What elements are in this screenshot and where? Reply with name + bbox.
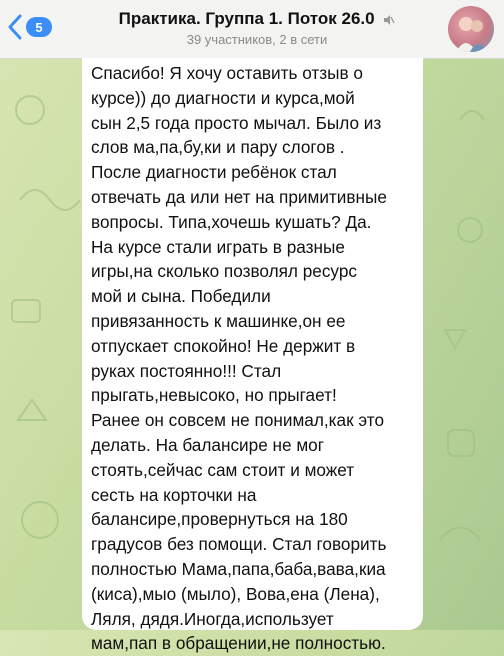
message-line: курсе)) до диагности и курса,мой <box>91 87 355 108</box>
message-line: слов ма,па,бу,ки и пару слогов . <box>91 137 345 158</box>
chat-info[interactable] <box>90 9 424 47</box>
group-avatar[interactable] <box>448 6 494 52</box>
message-line: стоять,сейчас сам стоит и может <box>91 459 355 480</box>
message-line: Спасибо! Я хочу оставить отзыв о <box>91 63 363 83</box>
message-line: руках постоянно!!! Стал <box>91 360 282 381</box>
message-line: отпускает спокойно! Не держит в <box>91 335 356 356</box>
back-button[interactable] <box>8 14 52 40</box>
chat-subtitle: 39 участников, 2 в сети <box>186 32 328 47</box>
message-line: балансире,провернуться на 180 <box>91 509 348 530</box>
chevron-left-icon <box>8 14 22 40</box>
chat-title <box>90 9 424 29</box>
mute-icon <box>383 14 395 26</box>
chat-header <box>0 0 504 59</box>
message-line: полностью Мама,папа,баба,вава,киа <box>91 558 386 579</box>
message-line: отвечать да или нет на примитивные <box>91 186 387 207</box>
message-line: Ляля, дядя.Иногда,использует <box>91 608 334 629</box>
message-line: На курсе стали играть в разные <box>91 236 345 257</box>
unread-count-badge: 5 <box>26 17 52 37</box>
message-line: прыгать,невысоко, но прыгает! <box>91 385 337 406</box>
message-bubble[interactable] <box>82 58 423 654</box>
message-line: градусов без помощи. Стал говорить <box>91 534 387 555</box>
message-text <box>82 58 423 656</box>
message-line: делать. На балансире не мог <box>91 434 324 455</box>
message-line: вопросы. Типа,хочешь кушать? Да. <box>91 211 372 232</box>
message-line: мой и сына. Победили <box>91 286 271 307</box>
message-line: После диагности ребёнок стал <box>91 162 337 183</box>
message-line: сын 2,5 года просто мычал. Было из <box>91 112 382 133</box>
message-line: (киса),мыо (мыло), Вова,ена (Лена), <box>91 583 380 604</box>
message-line: сесть на корточки на <box>91 484 257 505</box>
message-line: Ранее он совсем не понимал,как это <box>91 410 385 431</box>
message-line: привязанность к машинке,он ее <box>91 310 346 331</box>
message-line: игры,на сколько позволял ресурс <box>91 261 357 282</box>
message-line: мам,пап в обращении,не полностью. <box>91 633 386 654</box>
avatar-image <box>448 6 494 52</box>
chat-title-text: Практика. Группа 1. Поток 26.0 <box>118 9 375 28</box>
